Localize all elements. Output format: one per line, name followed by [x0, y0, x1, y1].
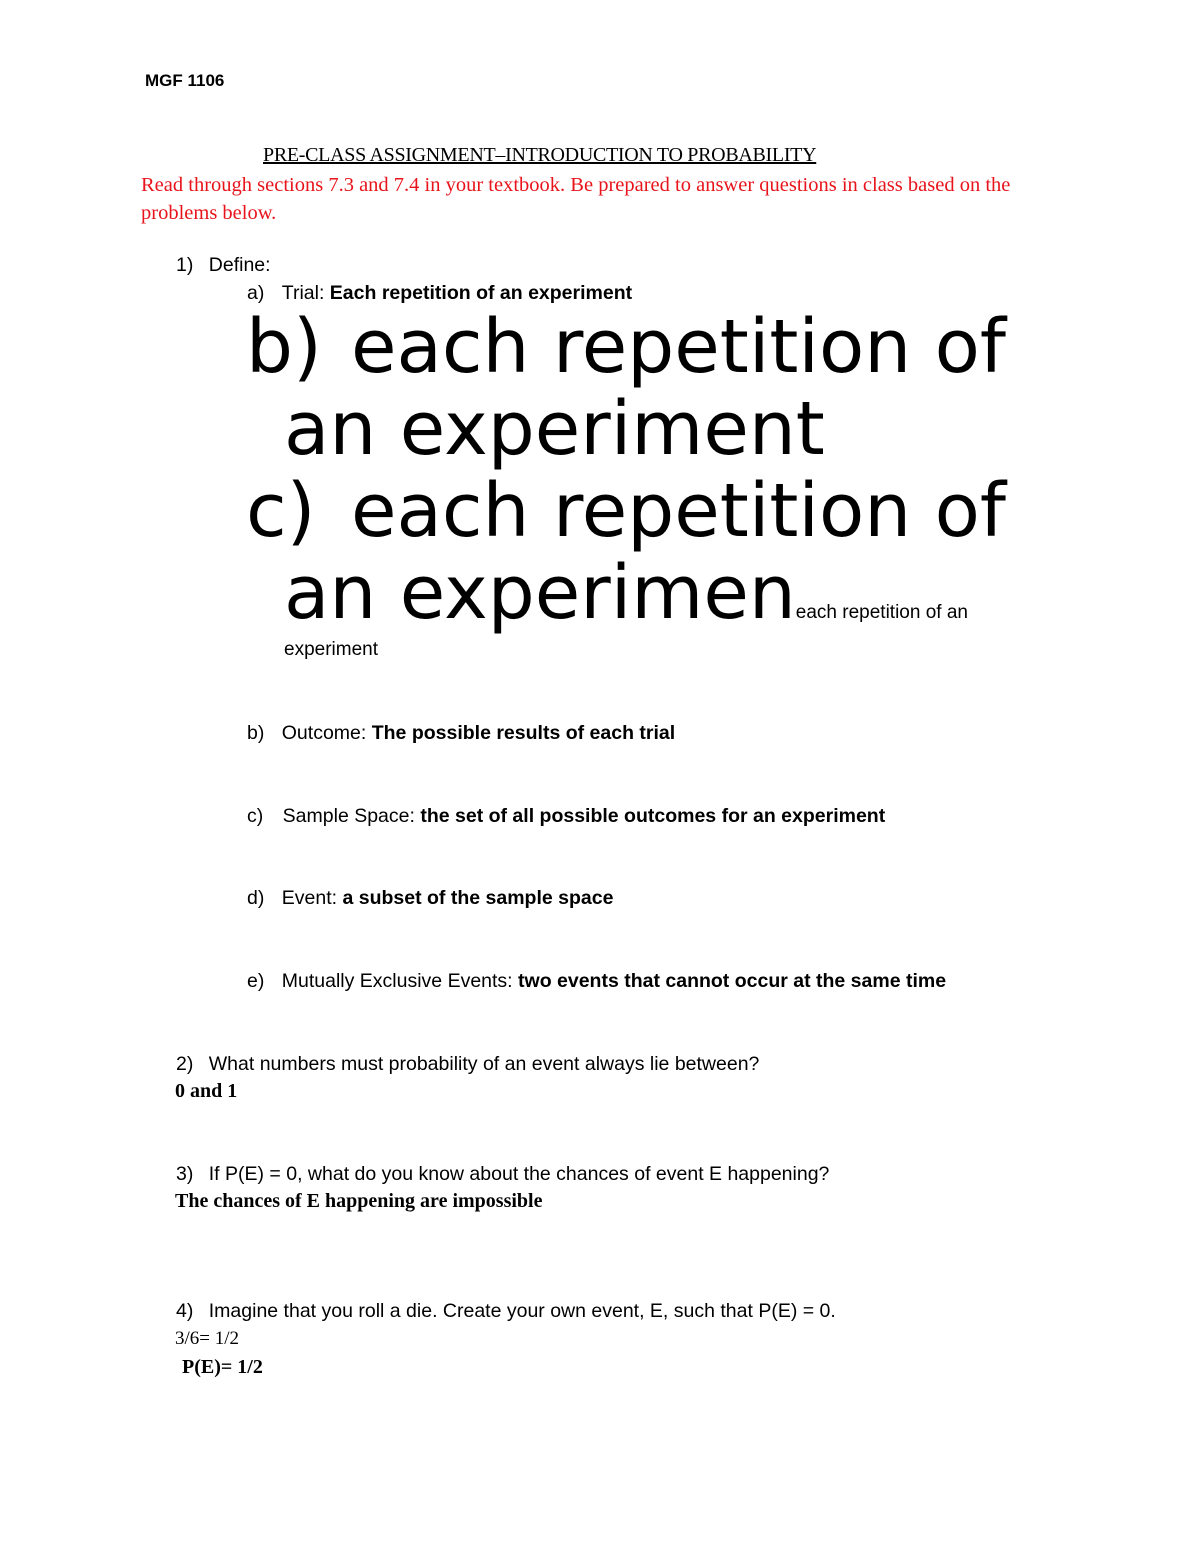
- definition-mutually-exclusive: [247, 970, 946, 993]
- pasted-text: an experimen: [284, 550, 796, 636]
- question-1: [176, 254, 271, 277]
- question-number: 3): [176, 1163, 194, 1185]
- pasted-text-small: each repetition of an: [795, 602, 968, 623]
- definition-event: [247, 887, 613, 910]
- item-marker: c): [247, 805, 264, 827]
- definition-outcome: [247, 722, 675, 745]
- question-prompt: Imagine that you roll a die. Create your own event, E, such that P(E) = 0.: [208, 1300, 836, 1322]
- term: Event:: [281, 887, 338, 909]
- definition-sample-space: [247, 805, 885, 828]
- pasted-text: an experiment: [284, 386, 825, 472]
- item-marker: b): [247, 722, 265, 744]
- question-number: 2): [176, 1053, 194, 1075]
- pasted-text-small: experiment: [284, 639, 378, 660]
- item-marker: a): [247, 282, 265, 304]
- term: Outcome:: [281, 722, 367, 744]
- item-marker: d): [247, 887, 265, 909]
- page-title: PRE-CLASS ASSIGNMENT–INTRODUCTION TO PROBABILITY: [263, 144, 817, 166]
- answer: the set of all possible outcomes for an experiment: [420, 805, 886, 827]
- answer-2: 0 and 1: [175, 1080, 238, 1102]
- pasted-text: each repetition of: [351, 468, 1006, 554]
- answer: a subset of the sample space: [342, 887, 614, 909]
- term: Trial:: [281, 282, 325, 304]
- pasted-answer-block: [246, 306, 1006, 654]
- answer: two events that cannot occur at the same time: [518, 970, 947, 992]
- item-marker: b): [246, 304, 322, 390]
- question-number: 4): [176, 1300, 194, 1322]
- pasted-text: each repetition of: [351, 304, 1006, 390]
- definition-trial: [247, 282, 632, 305]
- item-marker: e): [247, 970, 265, 992]
- instructions: Read through sections 7.3 and 7.4 in your textbook. Be prepared to answer questions in class based on the problems below.: [141, 174, 1011, 224]
- answer-4-line-1: 3/6= 1/2: [175, 1328, 240, 1349]
- term: Mutually Exclusive Events:: [281, 970, 513, 992]
- course-code: MGF 1106: [145, 71, 225, 90]
- pasted-line: [246, 470, 1006, 552]
- item-marker: c): [246, 468, 316, 554]
- question-prompt: Define:: [208, 254, 271, 276]
- question-prompt: If P(E) = 0, what do you know about the chances of event E happening?: [208, 1163, 830, 1185]
- pasted-line: [246, 306, 1006, 388]
- pasted-line: [246, 388, 1006, 470]
- question-number: 1): [176, 254, 194, 276]
- answer: Each repetition of an experiment: [329, 282, 633, 304]
- term: Sample Space:: [282, 805, 415, 827]
- question-prompt: What numbers must probability of an event always lie between?: [208, 1053, 760, 1075]
- answer-4-line-2: P(E)= 1/2: [182, 1356, 263, 1378]
- question-2: [176, 1053, 759, 1076]
- question-4: [176, 1300, 836, 1323]
- answer: The possible results of each trial: [371, 722, 676, 744]
- answer-3: The chances of E happening are impossible: [175, 1190, 543, 1212]
- question-3: [176, 1163, 829, 1186]
